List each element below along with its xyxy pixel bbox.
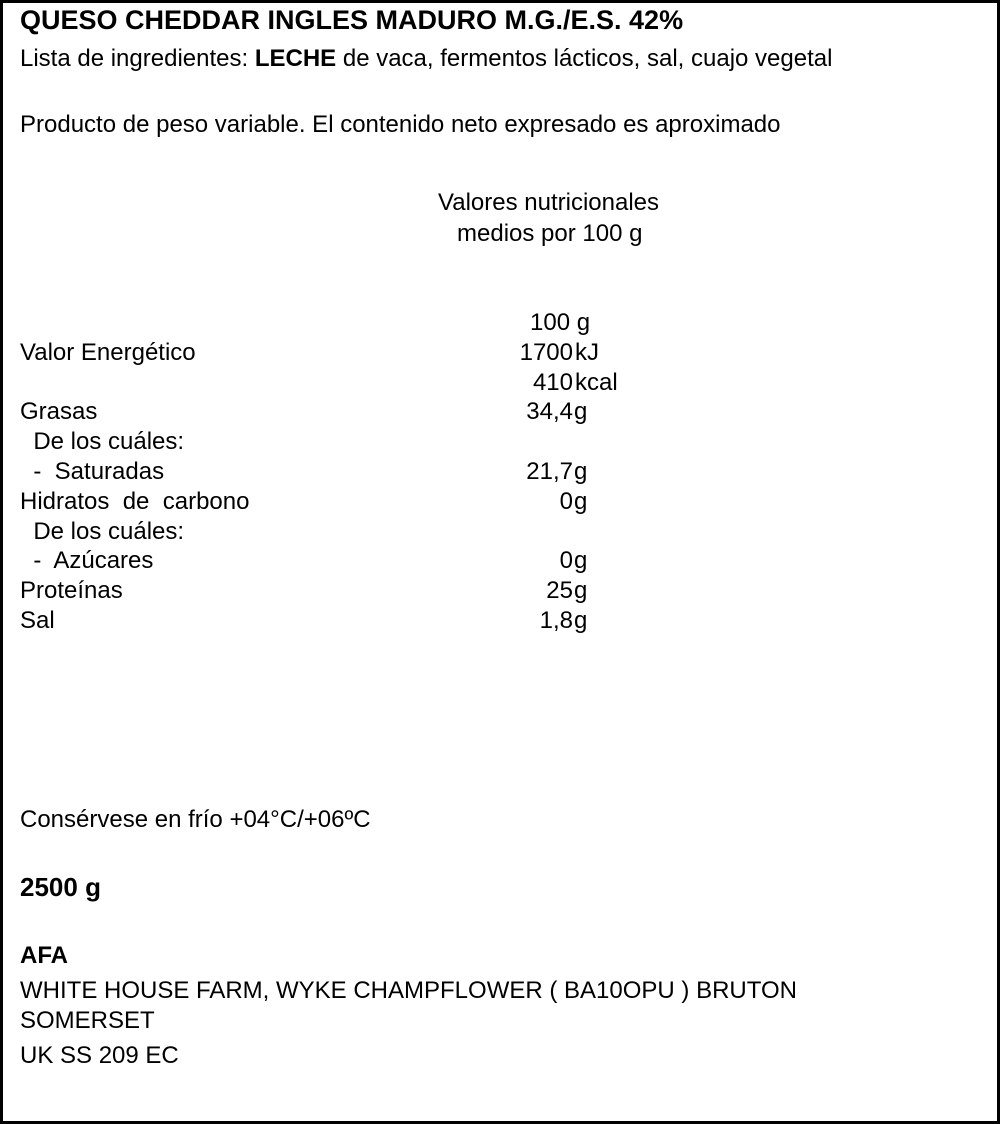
- nutrient-value: 1,8: [539, 607, 573, 634]
- ingredients-allergen: LECHE: [254, 45, 337, 72]
- ingredients-prefix: Lista de ingredientes:: [20, 45, 255, 72]
- nutrient-unit: g: [574, 398, 588, 425]
- nutrient-unit: kJ: [575, 339, 599, 366]
- ingredients-rest: de vaca, fermentos lácticos, sal, cuajo vegetal: [336, 45, 833, 72]
- nutrient-unit: g: [574, 547, 588, 574]
- nutrient-unit: g: [574, 488, 588, 515]
- nutrition-heading-line2: medios por 100 g: [457, 220, 643, 247]
- nutrient-value: 34,4: [526, 398, 573, 425]
- ingredients-list: [20, 45, 832, 73]
- nutrient-unit: g: [574, 458, 588, 485]
- nutrient-unit: g: [574, 607, 588, 634]
- nutrient-unit: g: [574, 577, 588, 604]
- nutrition-heading-line1: Valores nutricionales: [438, 189, 660, 216]
- nutrient-label: - Saturadas: [20, 458, 165, 485]
- nutrient-label: - Azúcares: [20, 547, 154, 574]
- nutrient-value: 0: [559, 488, 573, 515]
- nutrient-label: Proteínas: [20, 577, 123, 604]
- health-mark: UK SS 209 EC: [20, 1042, 179, 1069]
- nutrient-value: 21,7: [526, 458, 573, 485]
- nutrient-label: Grasas: [20, 398, 98, 425]
- nutrient-sublabel: De los cuáles:: [20, 428, 185, 455]
- net-weight: 2500 g: [20, 872, 101, 902]
- variable-weight-note: Producto de peso variable. El contenido neto expresado es aproximado: [20, 111, 781, 138]
- storage-instructions: Consérvese en frío +04°C/+06ºC: [20, 806, 371, 833]
- nutrient-label: Valor Energético: [20, 339, 196, 366]
- product-title: QUESO CHEDDAR INGLES MADURO M.G./E.S. 42%: [20, 5, 684, 35]
- nutrient-value: 25: [546, 577, 573, 604]
- nutrition-column-header: 100 g: [530, 309, 591, 336]
- producer-address-line2: SOMERSET: [20, 1007, 155, 1034]
- nutrient-value: 1700: [519, 339, 573, 366]
- producer-name: AFA: [20, 942, 68, 969]
- nutrient-unit: kcal: [575, 369, 618, 396]
- nutrient-label: Sal: [20, 607, 55, 634]
- nutrient-value: 410: [532, 369, 573, 396]
- producer-address-line1: WHITE HOUSE FARM, WYKE CHAMPFLOWER ( BA10OPU ) BRUTON: [20, 977, 797, 1004]
- nutrient-sublabel: De los cuáles:: [20, 518, 185, 545]
- nutrient-label: Hidratos de carbono: [20, 488, 250, 515]
- nutrient-value: 0: [559, 547, 573, 574]
